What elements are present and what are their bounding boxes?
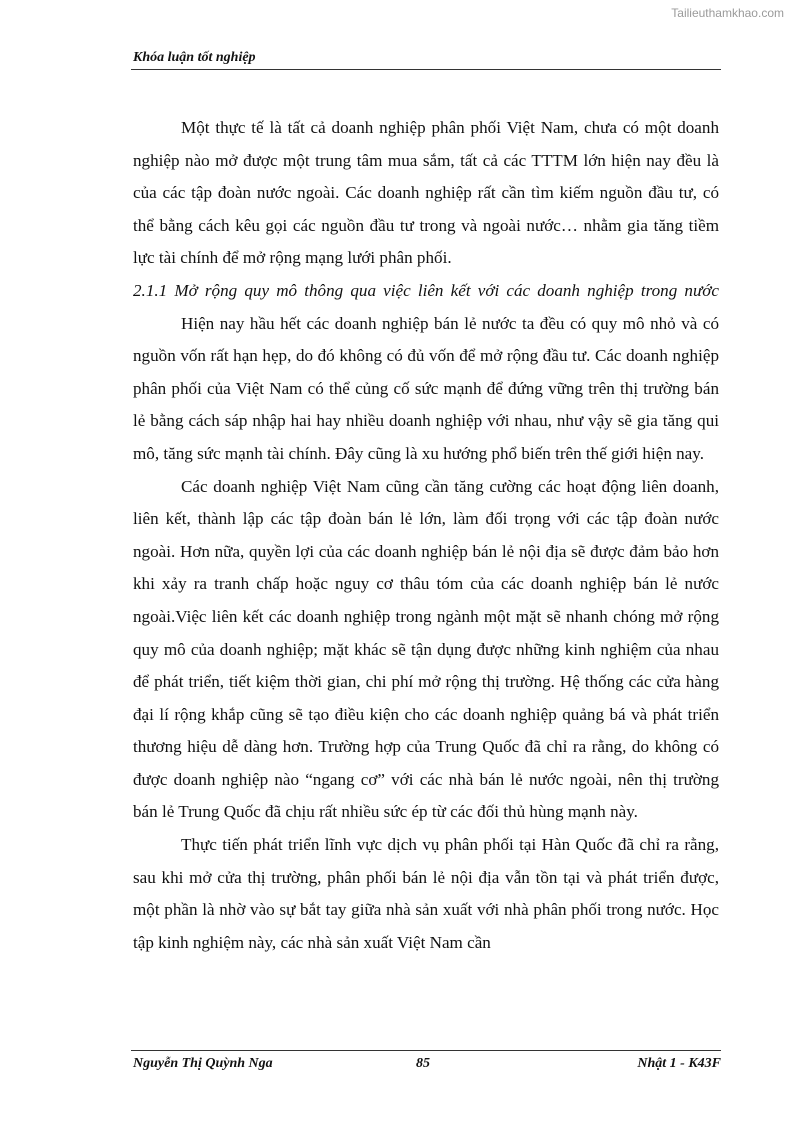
header-divider: [131, 69, 721, 70]
document-body: [133, 112, 719, 959]
paragraph: Thực tiến phát triển lĩnh vực dịch vụ phân phối tại Hàn Quốc đã chỉ ra rằng, sau khi mở cửa thị trường, phân phối bán lẻ nội địa vẫn tồn tại và phát triển được, một phần là nhờ vào sự bắt tay giữa nhà sản xuất với nhà phân phối trong nước. Học tập kinh nghiệm này, các nhà sản xuất Việt Nam cần: [133, 835, 719, 952]
page-header-title: Khóa luận tốt nghiệp: [133, 50, 256, 65]
section-heading: 2.1.1 Mở rộng quy mô thông qua việc liên kết với các doanh nghiệp trong nước: [133, 280, 719, 300]
footer-divider: [131, 1050, 721, 1051]
footer-author: Nguyễn Thị Quỳnh Nga: [133, 1056, 273, 1071]
paragraph: Các doanh nghiệp Việt Nam cũng cần tăng cường các hoạt động liên doanh, liên kết, thành lập các tập đoàn bán lẻ lớn, làm đối trọng với các tập đoàn nước ngoài. Hơn nữa, quyền lợi của các doanh nghiệp bán lẻ nội địa sẽ được đảm bảo hơn khi xảy ra tranh chấp hoặc nguy cơ thâu tóm của các doanh nghiệp bán lẻ nước ngoài.Việc liên kết các doanh nghiệp trong ngành một mặt sẽ nhanh chóng mở rộng quy mô của doanh nghiệp; mặt khác sẽ tận dụng được những kinh nghiệm của nhau để phát triển, tiết kiệm thời gian, chi phí mở rộng thị trường. Hệ thống các cửa hàng đại lí rộng khắp cũng sẽ tạo điều kiện cho các doanh nghiệp quảng bá và phát triển thương hiệu dễ dàng hơn. Trường hợp của Trung Quốc đã chỉ ra rằng, do không có được doanh nghiệp nào “ngang cơ” với các nhà bán lẻ nước ngoài, nên thị trường bán lẻ Trung Quốc đã chịu rất nhiều sức ép từ các đối thủ hùng mạnh này.: [133, 476, 719, 822]
page-number: 85: [416, 1056, 430, 1071]
paragraph: Một thực tế là tất cả doanh nghiệp phân phối Việt Nam, chưa có một doanh nghiệp nào mở được một trung tâm mua sắm, tất cả các TTTM lớn hiện nay đều là của các tập đoàn nước ngoài. Các doanh nghiệp rất cần tìm kiếm nguồn đầu tư, có thể bằng cách kêu gọi các nguồn đầu tư trong và ngoài nước… nhằm gia tăng tiềm lực tài chính để mở rộng mạng lưới phân phối.: [133, 118, 719, 268]
paragraph: Hiện nay hầu hết các doanh nghiệp bán lẻ nước ta đều có quy mô nhỏ và có nguồn vốn rất hạn hẹp, do đó không có đủ vốn để mở rộng đầu tư. Các doanh nghiệp phân phối của Việt Nam có thể củng cố sức mạnh để đứng vững trên thị trường bán lẻ bằng cách sáp nhập hai hay nhiều doanh nghiệp với nhau, như vậy sẽ gia tăng qui mô, tăng sức mạnh tài chính. Đây cũng là xu hướng phổ biến trên thế giới hiện nay.: [133, 313, 719, 463]
watermark: Tailieuthamkhao.com: [671, 6, 784, 20]
footer-class-code: Nhật 1 - K43F: [637, 1056, 721, 1071]
